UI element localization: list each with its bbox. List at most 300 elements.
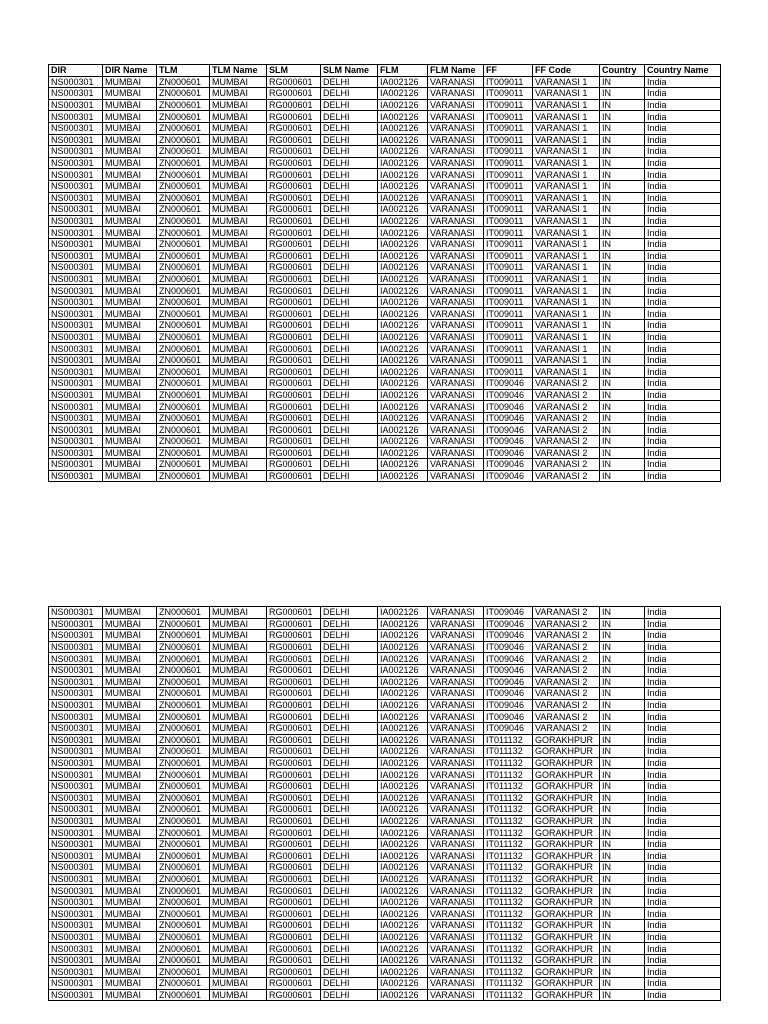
table-cell: IN	[600, 943, 645, 955]
table-cell: IN	[600, 676, 645, 688]
table-cell: India	[645, 262, 721, 274]
table-cell: MUMBAI	[103, 76, 157, 88]
table-cell: IN	[600, 607, 645, 619]
table-cell: VARANASI 2	[533, 618, 600, 630]
table-cell: DELHI	[321, 664, 378, 676]
table-cell: GORAKHPUR	[533, 920, 600, 932]
table-cell: IA002126	[378, 424, 428, 436]
table-cell: VARANASI	[428, 99, 484, 111]
table-cell: MUMBAI	[103, 931, 157, 943]
table-cell: IN	[600, 262, 645, 274]
table-cell: DELHI	[321, 757, 378, 769]
table-cell: GORAKHPUR	[533, 734, 600, 746]
table-cell: MUMBAI	[103, 920, 157, 932]
table-cell: VARANASI 2	[533, 412, 600, 424]
table-cell: IN	[600, 308, 645, 320]
table-cell: ZN000601	[157, 838, 210, 850]
table-cell: VARANASI	[428, 192, 484, 204]
table-cell: ZN000601	[157, 331, 210, 343]
table-cell: DELHI	[321, 99, 378, 111]
table-cell: IN	[600, 885, 645, 897]
table-cell: VARANASI	[428, 250, 484, 262]
table-cell: IN	[600, 734, 645, 746]
table-cell: IT009011	[484, 111, 533, 123]
table-cell: IN	[600, 954, 645, 966]
table-cell: ZN000601	[157, 699, 210, 711]
table-cell: IN	[600, 389, 645, 401]
table-cell: MUMBAI	[103, 966, 157, 978]
table-cell: ZN000601	[157, 711, 210, 723]
table-cell: MUMBAI	[210, 354, 267, 366]
table-cell: RG000601	[267, 734, 321, 746]
table-cell: IA002126	[378, 699, 428, 711]
table-cell: DELHI	[321, 192, 378, 204]
table-cell: MUMBAI	[103, 250, 157, 262]
table-cell: VARANASI 1	[533, 366, 600, 378]
table-cell: India	[645, 908, 721, 920]
table-row	[49, 436, 721, 448]
table-cell: India	[645, 308, 721, 320]
table-cell: India	[645, 99, 721, 111]
table-cell: MUMBAI	[210, 76, 267, 88]
table-cell: MUMBAI	[103, 273, 157, 285]
table-cell: ZN000601	[157, 238, 210, 250]
table-cell: VARANASI	[428, 180, 484, 192]
table-cell: MUMBAI	[210, 401, 267, 413]
table-cell: DELHI	[321, 699, 378, 711]
table-cell: IN	[600, 792, 645, 804]
table-cell: IA002126	[378, 192, 428, 204]
table-cell: VARANASI	[428, 607, 484, 619]
table-cell: India	[645, 664, 721, 676]
table-cell: VARANASI	[428, 873, 484, 885]
table-cell: MUMBAI	[103, 343, 157, 355]
table-cell: MUMBAI	[103, 320, 157, 332]
table-cell: ZN000601	[157, 850, 210, 862]
table-cell: VARANASI	[428, 436, 484, 448]
table-cell: VARANASI	[428, 146, 484, 158]
table-cell: IN	[600, 378, 645, 390]
table-row	[49, 354, 721, 366]
table-row	[49, 412, 721, 424]
table-cell: IT009046	[484, 424, 533, 436]
table-cell: RG000601	[267, 815, 321, 827]
table-cell: IA002126	[378, 76, 428, 88]
table-cell: ZN000601	[157, 401, 210, 413]
table-cell: NS000301	[49, 838, 103, 850]
table-cell: NS000301	[49, 366, 103, 378]
table-cell: VARANASI 1	[533, 227, 600, 239]
table-cell: IN	[600, 99, 645, 111]
table-cell: IN	[600, 804, 645, 816]
table-cell: NS000301	[49, 978, 103, 990]
table-cell: IT009011	[484, 331, 533, 343]
table-cell: ZN000601	[157, 885, 210, 897]
table-cell: India	[645, 320, 721, 332]
table-cell: MUMBAI	[210, 827, 267, 839]
table-cell: MUMBAI	[210, 815, 267, 827]
table-cell: RG000601	[267, 688, 321, 700]
table-cell: ZN000601	[157, 954, 210, 966]
table-cell: DELHI	[321, 122, 378, 134]
table-cell: DELHI	[321, 931, 378, 943]
table-cell: VARANASI	[428, 862, 484, 874]
table-cell: MUMBAI	[210, 146, 267, 158]
table-cell: IN	[600, 401, 645, 413]
table-cell: GORAKHPUR	[533, 896, 600, 908]
table-cell: NS000301	[49, 792, 103, 804]
table-cell: VARANASI	[428, 850, 484, 862]
table-cell: MUMBAI	[210, 470, 267, 482]
table-row	[49, 88, 721, 100]
table-cell: India	[645, 920, 721, 932]
table-cell: DELHI	[321, 169, 378, 181]
table-cell: GORAKHPUR	[533, 954, 600, 966]
table-cell: NS000301	[49, 320, 103, 332]
table-cell: RG000601	[267, 401, 321, 413]
table-cell: MUMBAI	[210, 920, 267, 932]
table-cell: MUMBAI	[103, 862, 157, 874]
table-cell: India	[645, 88, 721, 100]
table-cell: DELHI	[321, 862, 378, 874]
table-cell: DELHI	[321, 920, 378, 932]
table-cell: MUMBAI	[210, 896, 267, 908]
table-cell: IT011132	[484, 873, 533, 885]
table-cell: ZN000601	[157, 769, 210, 781]
table-cell: GORAKHPUR	[533, 862, 600, 874]
table-cell: NS000301	[49, 238, 103, 250]
table-cell: IN	[600, 366, 645, 378]
table-cell: IA002126	[378, 308, 428, 320]
table-cell: India	[645, 412, 721, 424]
table-cell: VARANASI	[428, 838, 484, 850]
table-cell: IN	[600, 76, 645, 88]
table-cell: RG000601	[267, 238, 321, 250]
table-cell: IN	[600, 343, 645, 355]
table-cell: India	[645, 827, 721, 839]
table-cell: MUMBAI	[210, 676, 267, 688]
table-cell: MUMBAI	[210, 169, 267, 181]
table-cell: MUMBAI	[210, 227, 267, 239]
table-cell: RG000601	[267, 607, 321, 619]
table-cell: MUMBAI	[210, 99, 267, 111]
table-cell: India	[645, 157, 721, 169]
table-cell: ZN000601	[157, 378, 210, 390]
table-cell: MUMBAI	[103, 746, 157, 758]
table-cell: MUMBAI	[210, 908, 267, 920]
column-header: DIR	[49, 65, 103, 77]
table-cell: MUMBAI	[210, 711, 267, 723]
table-cell: NS000301	[49, 711, 103, 723]
table-row	[49, 850, 721, 862]
table-cell: MUMBAI	[210, 607, 267, 619]
table-cell: NS000301	[49, 354, 103, 366]
table-cell: NS000301	[49, 664, 103, 676]
table-cell: RG000601	[267, 169, 321, 181]
column-header: DIR Name	[103, 65, 157, 77]
table-cell: GORAKHPUR	[533, 827, 600, 839]
table-cell: VARANASI 1	[533, 192, 600, 204]
table-cell: VARANASI	[428, 296, 484, 308]
table-cell: GORAKHPUR	[533, 943, 600, 955]
table-cell: IA002126	[378, 989, 428, 1001]
table-cell: IT011132	[484, 804, 533, 816]
table-cell: IT011132	[484, 827, 533, 839]
table-cell: IN	[600, 470, 645, 482]
table-cell: VARANASI 1	[533, 343, 600, 355]
table-cell: IA002126	[378, 401, 428, 413]
table-cell: IN	[600, 641, 645, 653]
table-cell: India	[645, 653, 721, 665]
table-cell: NS000301	[49, 215, 103, 227]
table-cell: ZN000601	[157, 215, 210, 227]
table-cell: IA002126	[378, 978, 428, 990]
table-cell: NS000301	[49, 804, 103, 816]
table-cell: India	[645, 978, 721, 990]
table-cell: NS000301	[49, 111, 103, 123]
table-cell: VARANASI	[428, 354, 484, 366]
table-cell: IT009011	[484, 204, 533, 216]
table-cell: MUMBAI	[210, 943, 267, 955]
table-row	[49, 653, 721, 665]
table-cell: RG000601	[267, 676, 321, 688]
table-cell: MUMBAI	[103, 157, 157, 169]
table-cell: India	[645, 954, 721, 966]
table-cell: IA002126	[378, 920, 428, 932]
table-header-row	[49, 65, 721, 77]
table-cell: VARANASI	[428, 885, 484, 897]
table-cell: MUMBAI	[103, 238, 157, 250]
table-cell: IN	[600, 180, 645, 192]
table-cell: MUMBAI	[103, 146, 157, 158]
table-cell: ZN000601	[157, 688, 210, 700]
table-cell: India	[645, 111, 721, 123]
table-cell: MUMBAI	[210, 746, 267, 758]
table-body-page-1	[49, 76, 721, 482]
table-cell: IT009046	[484, 378, 533, 390]
table-cell: DELHI	[321, 827, 378, 839]
table-cell: ZN000601	[157, 734, 210, 746]
column-header: SLM	[267, 65, 321, 77]
table-cell: NS000301	[49, 618, 103, 630]
table-cell: MUMBAI	[103, 978, 157, 990]
table-cell: NS000301	[49, 331, 103, 343]
table-cell: IT011132	[484, 920, 533, 932]
table-cell: DELHI	[321, 470, 378, 482]
table-cell: India	[645, 838, 721, 850]
table-cell: India	[645, 470, 721, 482]
table-cell: India	[645, 331, 721, 343]
table-cell: RG000601	[267, 389, 321, 401]
table-cell: DELHI	[321, 722, 378, 734]
table-cell: IA002126	[378, 354, 428, 366]
table-cell: IT009011	[484, 343, 533, 355]
table-cell: VARANASI 1	[533, 169, 600, 181]
table-cell: India	[645, 192, 721, 204]
table-cell: MUMBAI	[103, 769, 157, 781]
table-cell: IN	[600, 273, 645, 285]
table-cell: RG000601	[267, 378, 321, 390]
table-cell: NS000301	[49, 607, 103, 619]
table-cell: MUMBAI	[210, 850, 267, 862]
table-cell: IN	[600, 688, 645, 700]
table-cell: India	[645, 989, 721, 1001]
table-cell: IT009011	[484, 308, 533, 320]
table-cell: ZN000601	[157, 746, 210, 758]
table-cell: DELHI	[321, 157, 378, 169]
table-row	[49, 966, 721, 978]
table-cell: RG000601	[267, 285, 321, 297]
table-cell: IT009046	[484, 607, 533, 619]
table-cell: ZN000601	[157, 989, 210, 1001]
table-cell: RG000601	[267, 447, 321, 459]
table-cell: NS000301	[49, 134, 103, 146]
table-cell: IN	[600, 978, 645, 990]
table-cell: India	[645, 873, 721, 885]
table-cell: GORAKHPUR	[533, 966, 600, 978]
table-cell: VARANASI 1	[533, 111, 600, 123]
table-cell: IA002126	[378, 722, 428, 734]
table-cell: IA002126	[378, 296, 428, 308]
table-cell: VARANASI 2	[533, 641, 600, 653]
table-cell: IA002126	[378, 954, 428, 966]
table-cell: IA002126	[378, 169, 428, 181]
table-cell: NS000301	[49, 630, 103, 642]
table-cell: India	[645, 366, 721, 378]
table-cell: IN	[600, 296, 645, 308]
table-cell: VARANASI	[428, 780, 484, 792]
data-table-page-2	[48, 606, 721, 1001]
table-cell: VARANASI	[428, 111, 484, 123]
table-cell: IN	[600, 931, 645, 943]
table-cell: IA002126	[378, 343, 428, 355]
table-cell: VARANASI	[428, 273, 484, 285]
table-row	[49, 273, 721, 285]
table-cell: IN	[600, 320, 645, 332]
table-cell: IA002126	[378, 180, 428, 192]
table-cell: DELHI	[321, 146, 378, 158]
table-cell: IA002126	[378, 447, 428, 459]
table-cell: IT009046	[484, 664, 533, 676]
table-cell: ZN000601	[157, 157, 210, 169]
table-cell: IN	[600, 815, 645, 827]
table-cell: RG000601	[267, 250, 321, 262]
table-cell: IA002126	[378, 250, 428, 262]
table-cell: DELHI	[321, 688, 378, 700]
table-cell: MUMBAI	[210, 447, 267, 459]
table-cell: VARANASI 1	[533, 273, 600, 285]
table-cell: DELHI	[321, 873, 378, 885]
table-cell: VARANASI 2	[533, 470, 600, 482]
table-row	[49, 99, 721, 111]
table-cell: NS000301	[49, 378, 103, 390]
table-cell: MUMBAI	[210, 989, 267, 1001]
table-cell: IN	[600, 873, 645, 885]
table-cell: MUMBAI	[103, 653, 157, 665]
table-cell: ZN000601	[157, 122, 210, 134]
table-cell: IN	[600, 827, 645, 839]
table-cell: DELHI	[321, 896, 378, 908]
table-cell: India	[645, 850, 721, 862]
table-row	[49, 780, 721, 792]
table-row	[49, 169, 721, 181]
table-cell: IA002126	[378, 838, 428, 850]
table-cell: NS000301	[49, 192, 103, 204]
table-row	[49, 664, 721, 676]
table-cell: VARANASI 1	[533, 76, 600, 88]
table-cell: VARANASI	[428, 470, 484, 482]
table-cell: DELHI	[321, 180, 378, 192]
table-cell: India	[645, 447, 721, 459]
table-cell: ZN000601	[157, 827, 210, 839]
table-cell: RG000601	[267, 459, 321, 471]
table-cell: VARANASI	[428, 757, 484, 769]
table-cell: VARANASI 1	[533, 99, 600, 111]
table-cell: VARANASI 1	[533, 157, 600, 169]
table-cell: RG000601	[267, 862, 321, 874]
table-cell: DELHI	[321, 285, 378, 297]
table-cell: DELHI	[321, 401, 378, 413]
table-cell: India	[645, 296, 721, 308]
table-cell: IA002126	[378, 711, 428, 723]
table-cell: DELHI	[321, 447, 378, 459]
table-row	[49, 447, 721, 459]
table-cell: IA002126	[378, 850, 428, 862]
table-cell: VARANASI 1	[533, 146, 600, 158]
table-cell: ZN000601	[157, 343, 210, 355]
table-cell: RG000601	[267, 308, 321, 320]
table-row	[49, 641, 721, 653]
table-cell: NS000301	[49, 850, 103, 862]
table-cell: IA002126	[378, 436, 428, 448]
table-cell: DELHI	[321, 850, 378, 862]
table-cell: MUMBAI	[103, 896, 157, 908]
table-cell: MUMBAI	[103, 607, 157, 619]
table-row	[49, 459, 721, 471]
table-cell: DELHI	[321, 320, 378, 332]
table-cell: VARANASI 2	[533, 688, 600, 700]
table-row	[49, 757, 721, 769]
table-cell: IT009011	[484, 88, 533, 100]
table-cell: MUMBAI	[210, 238, 267, 250]
table-cell: IT009046	[484, 688, 533, 700]
table-cell: DELHI	[321, 215, 378, 227]
table-row	[49, 389, 721, 401]
table-cell: India	[645, 424, 721, 436]
table-cell: RG000601	[267, 99, 321, 111]
table-cell: IA002126	[378, 792, 428, 804]
table-cell: IN	[600, 838, 645, 850]
table-cell: ZN000601	[157, 792, 210, 804]
table-cell: IA002126	[378, 769, 428, 781]
table-cell: GORAKHPUR	[533, 931, 600, 943]
table-cell: MUMBAI	[103, 296, 157, 308]
table-cell: India	[645, 378, 721, 390]
table-cell: IT009011	[484, 146, 533, 158]
table-cell: MUMBAI	[103, 436, 157, 448]
table-cell: RG000601	[267, 699, 321, 711]
table-cell: DELHI	[321, 838, 378, 850]
table-cell: India	[645, 885, 721, 897]
table-cell: RG000601	[267, 630, 321, 642]
table-cell: VARANASI	[428, 931, 484, 943]
table-cell: DELHI	[321, 134, 378, 146]
table-cell: NS000301	[49, 641, 103, 653]
table-cell: ZN000601	[157, 169, 210, 181]
table-cell: IT011132	[484, 769, 533, 781]
table-cell: RG000601	[267, 146, 321, 158]
table-cell: NS000301	[49, 412, 103, 424]
